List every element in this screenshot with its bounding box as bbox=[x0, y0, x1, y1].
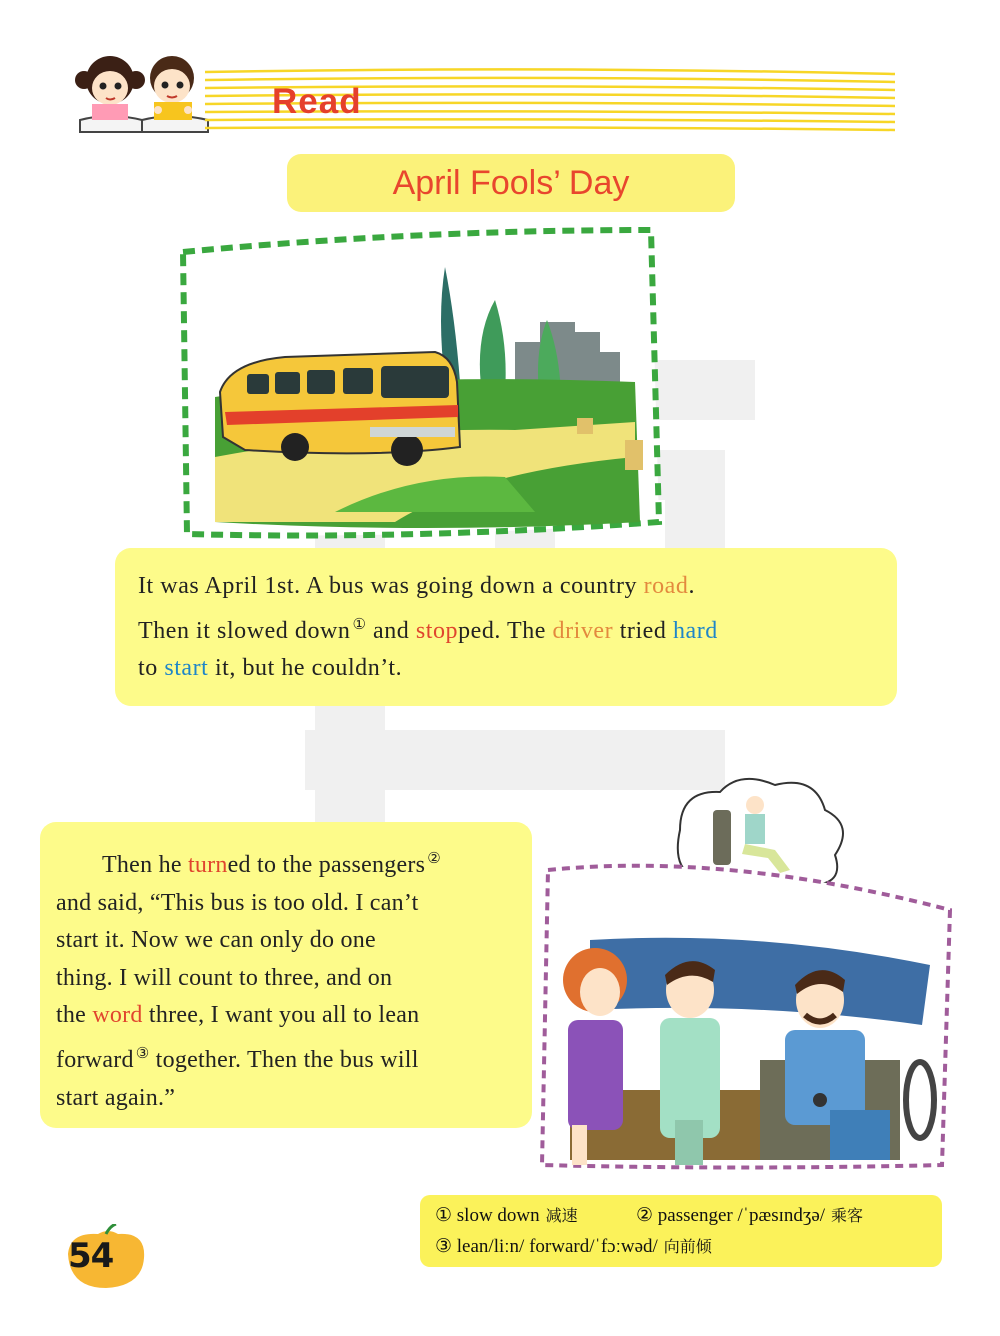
paragraph-2-line-6 bbox=[56, 1035, 526, 1080]
vocab-note-2-cn: 乘客 bbox=[831, 1206, 864, 1225]
paragraph-2-line-1 bbox=[56, 840, 526, 885]
text-segment: Then he bbox=[102, 852, 188, 878]
vocab-note-1-text: ① slow down bbox=[435, 1205, 540, 1226]
vocab-note-1 bbox=[435, 1203, 578, 1227]
paragraph-2-line-3 bbox=[56, 922, 526, 960]
paragraph-2-line-2 bbox=[56, 885, 526, 923]
footnote-marker: ② bbox=[427, 849, 441, 867]
text-segment: together. Then the bus will bbox=[149, 1046, 419, 1073]
keyword-blue: hard bbox=[673, 617, 718, 644]
keyword-orange: driver bbox=[552, 617, 614, 644]
text-segment: start again.” bbox=[56, 1084, 176, 1111]
vocab-note-2 bbox=[636, 1203, 863, 1227]
text-segment: and said, “This bus is too old. I can’t bbox=[56, 889, 419, 916]
text-segment: start it. Now we can only do one bbox=[56, 927, 376, 954]
text-segment: forward bbox=[56, 1046, 134, 1073]
text-segment: thing. I will count to three, and on bbox=[56, 964, 393, 991]
text-segment: three, I want you all to lean bbox=[142, 1002, 420, 1029]
paragraph-1-line-2 bbox=[138, 606, 878, 651]
title-banner bbox=[287, 154, 735, 212]
kids-reading-illustration bbox=[70, 40, 215, 135]
text-segment: . bbox=[688, 573, 696, 599]
keyword-orange: road bbox=[643, 573, 689, 599]
paragraph-2 bbox=[56, 840, 526, 1117]
vocab-note-3 bbox=[435, 1234, 712, 1258]
paragraph-1 bbox=[138, 568, 878, 688]
section-title: Read bbox=[272, 82, 362, 121]
text-segment: It was April 1st. A bus was going down a country bbox=[138, 573, 644, 599]
keyword-blue: start bbox=[164, 655, 209, 681]
paragraph-2-line-7 bbox=[56, 1080, 526, 1118]
text-segment: and bbox=[366, 617, 416, 644]
text-segment: ed to the passengers bbox=[227, 852, 426, 878]
paragraph-2-line-4 bbox=[56, 960, 526, 998]
page-title: April Fools’ Day bbox=[392, 163, 630, 202]
bus-passengers-illustration bbox=[530, 770, 970, 1180]
bus-scene-illustration bbox=[175, 222, 665, 542]
vocab-note-1-cn: 减速 bbox=[545, 1206, 578, 1225]
vocab-note-2-text: ② passenger /ˈpæsɪndʒə/ bbox=[636, 1205, 826, 1226]
keyword-red: word bbox=[92, 1002, 143, 1029]
text-segment: it, but he couldn’t. bbox=[208, 655, 403, 681]
footnote-marker: ① bbox=[352, 614, 367, 633]
text-segment: the bbox=[56, 1002, 93, 1029]
footnote-marker: ③ bbox=[135, 1043, 150, 1062]
page-number: 54 bbox=[68, 1236, 114, 1276]
paragraph-2-line-5 bbox=[56, 997, 526, 1035]
vocab-note-3-cn: 向前倾 bbox=[663, 1237, 712, 1256]
text-segment: to bbox=[138, 655, 165, 681]
text-segment: ped. The bbox=[458, 617, 553, 644]
keyword-red: turn bbox=[187, 852, 228, 878]
vocab-note-3-text: ③ lean/liːn/ forward/ˈfɔːwəd/ bbox=[435, 1236, 658, 1257]
text-segment: tried bbox=[613, 617, 673, 644]
text-segment: Then it slowed down bbox=[138, 617, 351, 644]
paragraph-1-line-1 bbox=[138, 568, 878, 606]
keyword-red: stop bbox=[415, 617, 459, 644]
paragraph-1-line-3 bbox=[138, 650, 878, 688]
